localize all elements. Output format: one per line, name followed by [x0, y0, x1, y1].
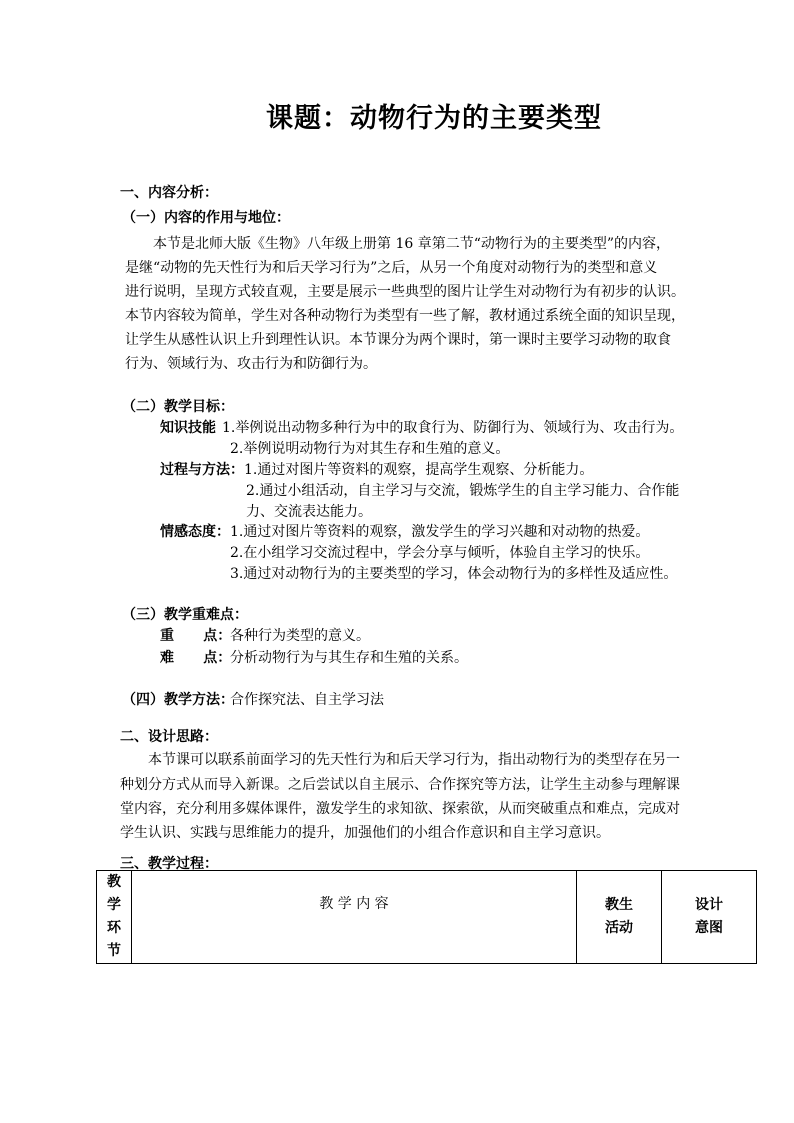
difficult-point-text: 分析动物行为与其生存和生殖的关系。 [230, 650, 468, 666]
subheading-teaching-goals: （二）教学目标： [122, 399, 234, 415]
key-point-label: 重 点： [160, 628, 232, 644]
header-cell-content: 教 学 内 容 [132, 871, 577, 964]
goal-item: 1.通过对图片等资料的观察，提高学生观察、分析能力。 [244, 462, 594, 478]
goal-item: 1.通过对图片等资料的观察，激发学生的学习兴趣和对动物的热爱。 [230, 524, 650, 540]
header-cell-stage [97, 871, 132, 964]
header-line: 活动 [605, 920, 633, 936]
header-char: 节 [107, 943, 121, 959]
header-char: 环 [107, 920, 121, 936]
section-heading-content-analysis: 一、内容分析： [120, 185, 218, 201]
paragraph-line: 让学生从感性认识上升到理性认识。本节课分为两个课时，第一课时主要学习动物的取食 [125, 332, 671, 348]
goal-item: 2.通过小组活动，自主学习与交流，锻炼学生的自主学习能力、合作能 [246, 483, 680, 499]
paragraph-line: 本节内容较为简单，学生对各种动物行为类型有一些了解，教材通过系统全面的知识呈现， [125, 308, 685, 324]
goal-label-emotion: 情感态度： [160, 524, 230, 540]
section-heading-process: 三、教学过程： [120, 856, 218, 872]
paragraph-line: 进行说明，呈现方式较直观，主要是展示一些典型的图片让学生对动物行为有初步的认识。 [125, 284, 685, 300]
header-cell-activity [577, 871, 662, 964]
goal-item: 3.通过对动物行为的主要类型的学习，体会动物行为的多样性及适应性。 [230, 566, 678, 582]
goal-item: 力、交流表达能力。 [246, 504, 372, 520]
header-line: 意图 [695, 920, 723, 936]
paragraph-line: 学生认识、实践与思维能力的提升，加强他们的小组合作意识和自主学习意识。 [120, 825, 610, 841]
paragraph-line: 堂内容，充分利用多媒体课件，激发学生的求知欲、探索欲，从而突破重点和难点，完成对 [120, 801, 680, 817]
header-line: 教生 [605, 897, 633, 913]
goal-label-process: 过程与方法： [160, 462, 244, 478]
paragraph-line: 本节是北师大版《生物》八年级上册第 16 章第二节“动物行为的主要类型”的内容， [153, 236, 671, 252]
difficult-point-label: 难 点： [160, 650, 232, 666]
section-heading-design: 二、设计思路： [120, 729, 218, 745]
goal-label-knowledge: 知识技能 [160, 420, 216, 436]
goal-item: 2.举例说明动物行为对其生存和生殖的意义。 [230, 441, 510, 457]
header-line: 设计 [695, 897, 723, 913]
key-point-text: 各种行为类型的意义。 [230, 628, 370, 644]
header-char: 教 [107, 874, 121, 890]
goal-item: 2.在小组学习交流过程中，学会分享与倾听，体验自主学习的快乐。 [230, 545, 650, 561]
goal-item: 1.举例说出动物多种行为中的取食行为、防御行为、领域行为、攻击行为。 [222, 420, 684, 436]
paragraph-line: 本节课可以联系前面学习的先天性行为和后天学习行为，指出动物行为的类型存在另一 [148, 752, 680, 768]
subheading-key-difficult: （三）教学重难点： [122, 607, 248, 623]
teaching-process-table [96, 870, 757, 964]
page-title: 课题：动物行为的主要类型 [266, 103, 602, 134]
subheading-role-position: （一）内容的作用与地位： [122, 210, 290, 226]
methods-text: 合作探究法、自主学习法 [230, 692, 384, 708]
paragraph-line: 行为、领域行为、攻击行为和防御行为。 [125, 356, 377, 372]
header-char: 学 [107, 897, 121, 913]
paragraph-line: 是继“动物的先天性行为和后天学习行为”之后，从另一个角度对动物行为的类型和意义 [125, 260, 658, 276]
subheading-methods: （四）教学方法： [122, 692, 234, 708]
table-header-row [97, 871, 757, 964]
paragraph-line: 种划分方式从而导入新课。之后尝试以自主展示、合作探究等方法，让学生主动参与理解课 [120, 777, 680, 793]
header-cell-intent [662, 871, 757, 964]
